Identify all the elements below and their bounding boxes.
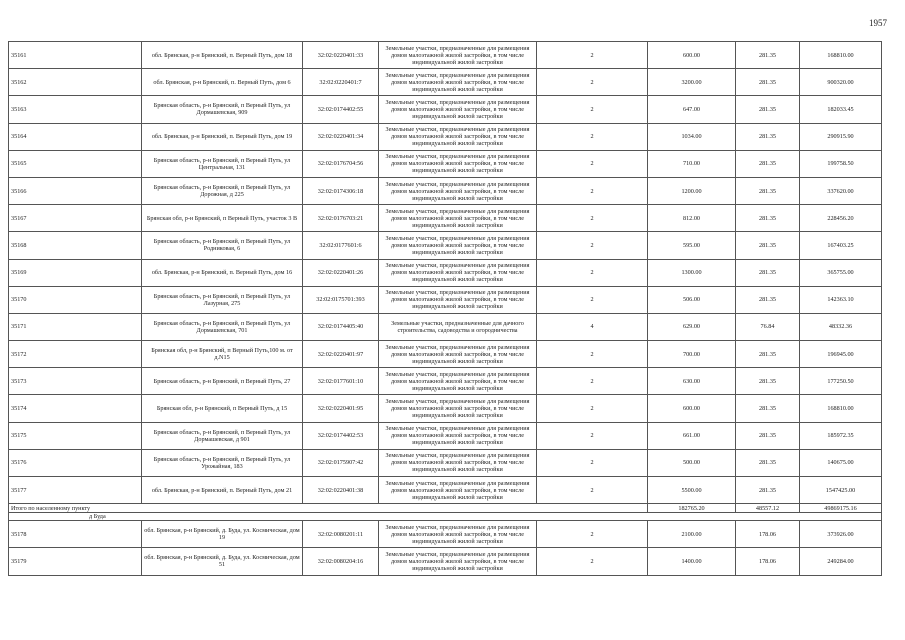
cell-row-number: 35164 bbox=[9, 123, 142, 150]
cell-group: 2 bbox=[537, 449, 648, 476]
cell-cadastral-value: 168810.00 bbox=[800, 395, 882, 422]
cell-specific-value: 281.35 bbox=[736, 177, 800, 204]
cell-cadastral-number: 32:02:0220401:7 bbox=[303, 69, 379, 96]
table-row bbox=[9, 123, 882, 150]
total-row bbox=[9, 504, 882, 513]
table-row bbox=[9, 96, 882, 123]
cell-area: 812.00 bbox=[648, 205, 736, 232]
cell-cadastral-value: 185972.35 bbox=[800, 422, 882, 449]
cell-specific-value: 281.35 bbox=[736, 123, 800, 150]
cell-specific-value: 281.35 bbox=[736, 422, 800, 449]
cell-cadastral-number: 32:02:0220401:26 bbox=[303, 259, 379, 286]
cell-specific-value: 281.35 bbox=[736, 232, 800, 259]
cell-cadastral-number: 32:02:0174402:53 bbox=[303, 422, 379, 449]
table-row bbox=[9, 205, 882, 232]
cell-area: 600.00 bbox=[648, 395, 736, 422]
cell-cadastral-value: 199758.50 bbox=[800, 150, 882, 177]
cell-address: Брянская обл, р-н Брянский, п Верный Путь, участок 3 В bbox=[142, 205, 303, 232]
table-row bbox=[9, 449, 882, 476]
cell-cadastral-value: 249284.00 bbox=[800, 548, 882, 575]
table-row bbox=[9, 368, 882, 395]
cell-group: 2 bbox=[537, 422, 648, 449]
cell-area: 629.00 bbox=[648, 313, 736, 340]
cell-row-number: 35163 bbox=[9, 96, 142, 123]
cell-cadastral-value: 337620.00 bbox=[800, 177, 882, 204]
cell-cadastral-value: 177250.50 bbox=[800, 368, 882, 395]
cell-cadastral-number: 32:02:0177601:6 bbox=[303, 232, 379, 259]
cell-address: обл. Брянская, р-н Брянский, п. Верный Путь, дом 16 bbox=[142, 259, 303, 286]
table-row bbox=[9, 521, 882, 548]
cell-row-number: 35168 bbox=[9, 232, 142, 259]
cell-cadastral-number: 32:02:0220401:38 bbox=[303, 477, 379, 504]
cell-specific-value: 281.35 bbox=[736, 341, 800, 368]
cell-address: Брянская область, р-н Брянский, п Верный Путь, ул Родниковая, 6 bbox=[142, 232, 303, 259]
cell-group: 2 bbox=[537, 69, 648, 96]
cell-specific-value: 281.35 bbox=[736, 368, 800, 395]
cell-cadastral-number: 32:02:0220401:33 bbox=[303, 42, 379, 69]
cell-permitted-use: Земельные участки, предназначенные для размещения домов малоэтажной жилой застройки, в том числе индивидуальной жилой застройки bbox=[379, 368, 537, 395]
cell-cadastral-number: 32:02:0174306:18 bbox=[303, 177, 379, 204]
cell-row-number: 35167 bbox=[9, 205, 142, 232]
cell-address: Брянская область, р-н Брянский, п Верный Путь, ул Дормашевская, 909 bbox=[142, 96, 303, 123]
cell-area: 710.00 bbox=[648, 150, 736, 177]
cell-permitted-use: Земельные участки, предназначенные для размещения домов малоэтажной жилой застройки, в том числе индивидуальной жилой застройки bbox=[379, 150, 537, 177]
cell-row-number: 35174 bbox=[9, 395, 142, 422]
cell-permitted-use: Земельные участки, предназначенные для размещения домов малоэтажной жилой застройки, в том числе индивидуальной жилой застройки bbox=[379, 69, 537, 96]
cell-group: 2 bbox=[537, 521, 648, 548]
cell-permitted-use: Земельные участки, предназначенные для размещения домов малоэтажной жилой застройки, в том числе индивидуальной жилой застройки bbox=[379, 521, 537, 548]
cell-row-number: 35179 bbox=[9, 548, 142, 575]
table-row bbox=[9, 232, 882, 259]
cell-cadastral-value: 900320.00 bbox=[800, 69, 882, 96]
cell-address: Брянская область, р-н Брянский, п Верный Путь, ул Урожайная, 183 bbox=[142, 449, 303, 476]
cell-cadastral-value: 1547425.00 bbox=[800, 477, 882, 504]
table-row bbox=[9, 286, 882, 313]
cell-permitted-use: Земельные участки, предназначенные для размещения домов малоэтажной жилой застройки, в том числе индивидуальной жилой застройки bbox=[379, 123, 537, 150]
cell-specific-value: 281.35 bbox=[736, 286, 800, 313]
page-number: 1957 bbox=[869, 18, 887, 28]
locality-header-row bbox=[9, 513, 882, 521]
cell-group: 2 bbox=[537, 177, 648, 204]
cell-area: 1400.00 bbox=[648, 548, 736, 575]
cell-area: 2100.00 bbox=[648, 521, 736, 548]
cell-permitted-use: Земельные участки, предназначенные для размещения домов малоэтажной жилой застройки, в том числе индивидуальной жилой застройки bbox=[379, 395, 537, 422]
cell-group: 2 bbox=[537, 96, 648, 123]
cell-cadastral-number: 32:02:0080201:11 bbox=[303, 521, 379, 548]
cell-group: 2 bbox=[537, 42, 648, 69]
cell-specific-value: 178.06 bbox=[736, 521, 800, 548]
cell-group: 2 bbox=[537, 150, 648, 177]
cell-row-number: 35161 bbox=[9, 42, 142, 69]
table-row bbox=[9, 150, 882, 177]
table-row bbox=[9, 477, 882, 504]
cell-area: 700.00 bbox=[648, 341, 736, 368]
cell-permitted-use: Земельные участки, предназначенные для размещения домов малоэтажной жилой застройки, в том числе индивидуальной жилой застройки bbox=[379, 96, 537, 123]
cell-permitted-use: Земельные участки, предназначенные для дачного строительства, садоводства и огородничества bbox=[379, 313, 537, 340]
cell-permitted-use: Земельные участки, предназначенные для размещения домов малоэтажной жилой застройки, в том числе индивидуальной жилой застройки bbox=[379, 341, 537, 368]
cell-address: Брянская обл, р-н Брянский, п Верный Путь,100 м. от д.N15 bbox=[142, 341, 303, 368]
cell-cadastral-number: 32:02:0220401:34 bbox=[303, 123, 379, 150]
cell-address: Брянская область, р-н Брянский, п Верный Путь, ул Лазурная, 275 bbox=[142, 286, 303, 313]
cell-cadastral-number: 32:02:0174402:55 bbox=[303, 96, 379, 123]
cell-cadastral-value: 140675.00 bbox=[800, 449, 882, 476]
cell-area: 1034.00 bbox=[648, 123, 736, 150]
cell-specific-value: 281.35 bbox=[736, 395, 800, 422]
cell-permitted-use: Земельные участки, предназначенные для размещения домов малоэтажной жилой застройки, в том числе индивидуальной жилой застройки bbox=[379, 259, 537, 286]
table-row bbox=[9, 177, 882, 204]
cell-address: обл. Брянская, р-н Брянский, д. Буда, ул. Космическая, дом 19 bbox=[142, 521, 303, 548]
cell-row-number: 35172 bbox=[9, 341, 142, 368]
total-cadastral-value: 49869175.16 bbox=[800, 504, 882, 513]
cell-specific-value: 76.84 bbox=[736, 313, 800, 340]
cell-permitted-use: Земельные участки, предназначенные для размещения домов малоэтажной жилой застройки, в том числе индивидуальной жилой застройки bbox=[379, 42, 537, 69]
cell-cadastral-value: 182033.45 bbox=[800, 96, 882, 123]
cell-group: 2 bbox=[537, 548, 648, 575]
cell-group: 4 bbox=[537, 313, 648, 340]
cell-cadastral-value: 373926.00 bbox=[800, 521, 882, 548]
cell-area: 661.00 bbox=[648, 422, 736, 449]
cell-address: Брянская область, р-н Брянский, п Верный Путь, ул Дормашевская, 701 bbox=[142, 313, 303, 340]
cell-area: 1200.00 bbox=[648, 177, 736, 204]
cell-permitted-use: Земельные участки, предназначенные для размещения домов малоэтажной жилой застройки, в том числе индивидуальной жилой застройки bbox=[379, 177, 537, 204]
cell-cadastral-value: 168810.00 bbox=[800, 42, 882, 69]
cell-cadastral-number: 32:02:0176704:56 bbox=[303, 150, 379, 177]
cell-cadastral-number: 32:02:0220401:95 bbox=[303, 395, 379, 422]
cadastral-value-table bbox=[8, 41, 882, 576]
table-row bbox=[9, 313, 882, 340]
cell-area: 506.00 bbox=[648, 286, 736, 313]
cell-permitted-use: Земельные участки, предназначенные для размещения домов малоэтажной жилой застройки, в том числе индивидуальной жилой застройки bbox=[379, 205, 537, 232]
cell-area: 647.00 bbox=[648, 96, 736, 123]
cell-specific-value: 178.06 bbox=[736, 548, 800, 575]
cell-specific-value: 281.35 bbox=[736, 259, 800, 286]
cell-cadastral-value: 290915.90 bbox=[800, 123, 882, 150]
cell-cadastral-number: 32:02:0175907:42 bbox=[303, 449, 379, 476]
cell-area: 630.00 bbox=[648, 368, 736, 395]
total-area: 182765.20 bbox=[648, 504, 736, 513]
total-specific-value: 48557.12 bbox=[736, 504, 800, 513]
cell-cadastral-number: 32:02:0175701:393 bbox=[303, 286, 379, 313]
cell-group: 2 bbox=[537, 477, 648, 504]
cell-specific-value: 281.35 bbox=[736, 69, 800, 96]
cell-cadastral-value: 365755.00 bbox=[800, 259, 882, 286]
cell-area: 3200.00 bbox=[648, 69, 736, 96]
cell-area: 500.00 bbox=[648, 449, 736, 476]
table-row bbox=[9, 259, 882, 286]
table-row bbox=[9, 69, 882, 96]
cell-cadastral-value: 142363.10 bbox=[800, 286, 882, 313]
cell-permitted-use: Земельные участки, предназначенные для размещения домов малоэтажной жилой застройки, в том числе индивидуальной жилой застройки bbox=[379, 422, 537, 449]
cell-cadastral-number: 32:02:0176703:21 bbox=[303, 205, 379, 232]
cell-area: 600.00 bbox=[648, 42, 736, 69]
cell-address: обл. Брянская, р-н Брянский, п. Верный Путь, дом 6 bbox=[142, 69, 303, 96]
cell-address: Брянская область, р-н Брянский, п Верный Путь, ул Центральная, 131 bbox=[142, 150, 303, 177]
table-row bbox=[9, 42, 882, 69]
locality-name: д Буда bbox=[9, 513, 882, 521]
cell-address: Брянская обл, р-н Брянский, п Верный Путь, д 15 bbox=[142, 395, 303, 422]
cell-specific-value: 281.35 bbox=[736, 477, 800, 504]
cell-specific-value: 281.35 bbox=[736, 96, 800, 123]
cell-area: 5500.00 bbox=[648, 477, 736, 504]
cell-row-number: 35165 bbox=[9, 150, 142, 177]
cell-address: Брянская область, р-н Брянский, п Верный Путь, ул Дормашевская, д 901 bbox=[142, 422, 303, 449]
cell-row-number: 35166 bbox=[9, 177, 142, 204]
cell-group: 2 bbox=[537, 286, 648, 313]
cell-area: 595.00 bbox=[648, 232, 736, 259]
table-row bbox=[9, 395, 882, 422]
cell-address: обл. Брянская, р-н Брянский, п. Верный Путь, дом 19 bbox=[142, 123, 303, 150]
cell-cadastral-number: 32:02:0174405:40 bbox=[303, 313, 379, 340]
cell-address: обл. Брянская, р-н Брянский, п. Верный Путь, дом 21 bbox=[142, 477, 303, 504]
table-row bbox=[9, 341, 882, 368]
table-row bbox=[9, 548, 882, 575]
cell-specific-value: 281.35 bbox=[736, 205, 800, 232]
cell-row-number: 35162 bbox=[9, 69, 142, 96]
cell-cadastral-value: 228456.20 bbox=[800, 205, 882, 232]
cell-cadastral-number: 32:02:0177601:10 bbox=[303, 368, 379, 395]
cell-group: 2 bbox=[537, 123, 648, 150]
cell-permitted-use: Земельные участки, предназначенные для размещения домов малоэтажной жилой застройки, в том числе индивидуальной жилой застройки bbox=[379, 286, 537, 313]
cell-permitted-use: Земельные участки, предназначенные для размещения домов малоэтажной жилой застройки, в том числе индивидуальной жилой застройки bbox=[379, 232, 537, 259]
cell-row-number: 35170 bbox=[9, 286, 142, 313]
cell-cadastral-number: 32:02:0080204:16 bbox=[303, 548, 379, 575]
cell-address: обл. Брянская, р-н Брянский, п. Верный Путь, дом 18 bbox=[142, 42, 303, 69]
cell-row-number: 35171 bbox=[9, 313, 142, 340]
cell-address: Брянская область, р-н Брянский, п Верный Путь, 27 bbox=[142, 368, 303, 395]
cell-cadastral-value: 167403.25 bbox=[800, 232, 882, 259]
cell-row-number: 35177 bbox=[9, 477, 142, 504]
cell-cadastral-value: 48332.36 bbox=[800, 313, 882, 340]
cell-area: 1300.00 bbox=[648, 259, 736, 286]
cell-cadastral-value: 196945.00 bbox=[800, 341, 882, 368]
cell-address: обл. Брянская, р-н Брянский, д. Буда, ул. Космическая, дом 51 bbox=[142, 548, 303, 575]
cell-row-number: 35176 bbox=[9, 449, 142, 476]
cell-permitted-use: Земельные участки, предназначенные для размещения домов малоэтажной жилой застройки, в том числе индивидуальной жилой застройки bbox=[379, 477, 537, 504]
cell-specific-value: 281.35 bbox=[736, 42, 800, 69]
table-row bbox=[9, 422, 882, 449]
cell-specific-value: 281.35 bbox=[736, 150, 800, 177]
cell-group: 2 bbox=[537, 232, 648, 259]
cell-cadastral-number: 32:02:0220401:97 bbox=[303, 341, 379, 368]
cell-group: 2 bbox=[537, 395, 648, 422]
cell-row-number: 35173 bbox=[9, 368, 142, 395]
cell-row-number: 35169 bbox=[9, 259, 142, 286]
total-label: Итого по населенному пункту bbox=[9, 504, 648, 513]
cell-address: Брянская область, р-н Брянский, п Верный Путь, ул Дорожная, д 225 bbox=[142, 177, 303, 204]
cell-permitted-use: Земельные участки, предназначенные для размещения домов малоэтажной жилой застройки, в том числе индивидуальной жилой застройки bbox=[379, 548, 537, 575]
cell-group: 2 bbox=[537, 205, 648, 232]
cell-row-number: 35178 bbox=[9, 521, 142, 548]
cell-row-number: 35175 bbox=[9, 422, 142, 449]
cell-group: 2 bbox=[537, 259, 648, 286]
cell-permitted-use: Земельные участки, предназначенные для размещения домов малоэтажной жилой застройки, в том числе индивидуальной жилой застройки bbox=[379, 449, 537, 476]
cell-group: 2 bbox=[537, 368, 648, 395]
cell-specific-value: 281.35 bbox=[736, 449, 800, 476]
cell-group: 2 bbox=[537, 341, 648, 368]
